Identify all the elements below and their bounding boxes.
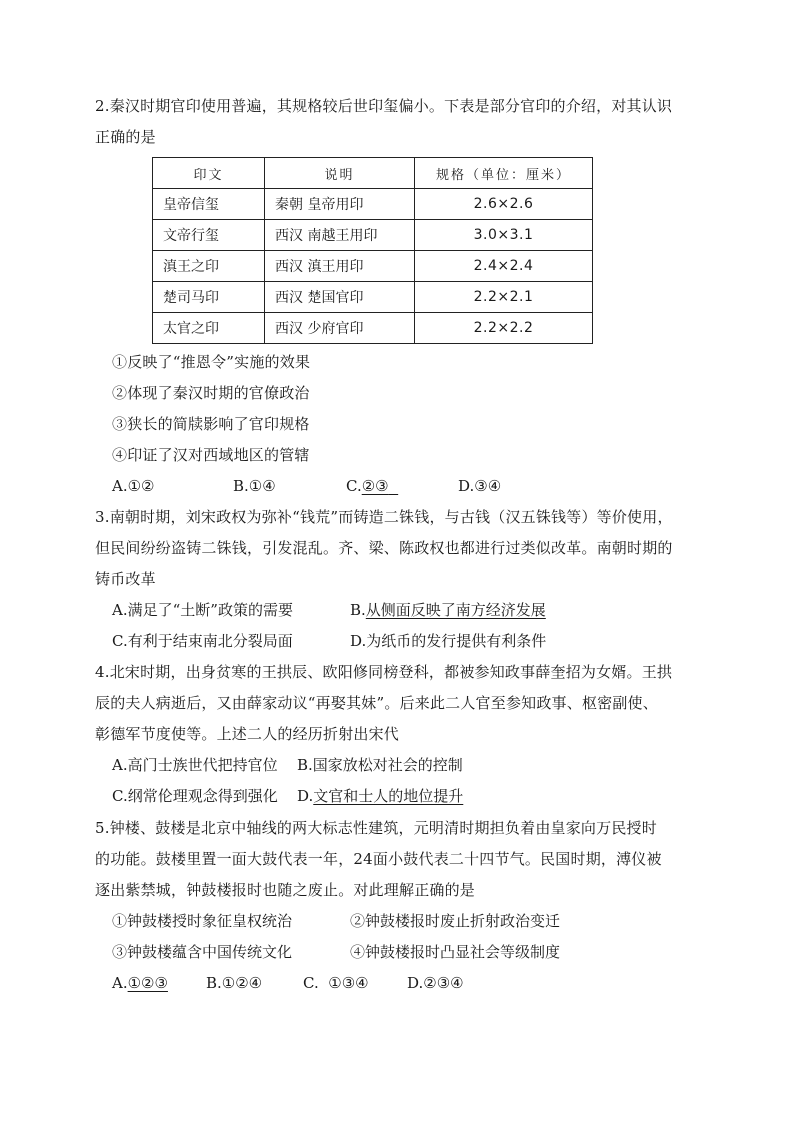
seal-inscription: 太官之印 [153, 313, 265, 344]
q5-statement-3: ③钟鼓楼蕴含中国传统文化 [112, 943, 293, 961]
table-row [153, 220, 593, 251]
q5-option-d[interactable]: D.②③④ [407, 974, 464, 992]
seal-table [152, 157, 593, 344]
q3-option-a[interactable]: A.满足了“土断”政策的需要 [112, 601, 293, 619]
q4-stem-line-3: 彰德军节度使等。上述二人的经历折射出宋代 [95, 725, 400, 743]
q2-statement-1: ①反映了“推恩令”实施的效果 [112, 353, 311, 371]
seal-description: 秦朝 皇帝用印 [265, 189, 415, 220]
seal-table-header-inscription: 印文 [153, 158, 265, 189]
option-text-answer: ①②③ [127, 974, 168, 992]
seal-table-header-size: 规格（单位：厘米） [415, 158, 593, 189]
seal-description: 西汉 南越王用印 [265, 220, 415, 251]
seal-size: 3.0×3.1 [415, 220, 593, 251]
q4-stem-line-2: 辰的夫人病逝后，又由薛家动议“再娶其妹”。后来此二人官至参知政事、枢密副使、 [95, 694, 658, 712]
q5-stem-line-1: 5.钟楼、鼓楼是北京中轴线的两大标志性建筑，元明清时期担负着由皇家向万民授时 [95, 819, 657, 837]
option-letter: A. [112, 974, 128, 992]
q4-option-d[interactable] [297, 786, 463, 806]
table-row [153, 251, 593, 282]
q2-stem-line-1: 2.秦汉时期官印使用普遍，其规格较后世印玺偏小。下表是部分官印的介绍，对其认识 [95, 97, 673, 115]
table-row [153, 313, 593, 344]
q2-stem-line-2: 正确的是 [95, 128, 156, 146]
seal-inscription: 楚司马印 [153, 282, 265, 313]
seal-inscription: 皇帝信玺 [153, 189, 265, 220]
option-text: ①④ [248, 477, 276, 495]
q5-option-c[interactable]: C. ①③④ [303, 974, 369, 992]
q3-stem-line-3: 铸币改革 [95, 570, 156, 588]
seal-size: 2.6×2.6 [415, 189, 593, 220]
q5-option-b[interactable]: B.①②④ [206, 974, 263, 992]
q5-statement-2: ②钟鼓楼报时废止折射政治变迁 [350, 912, 561, 930]
q5-stem-line-3: 逐出紫禁城，钟鼓楼报时也随之废止。对此理解正确的是 [95, 881, 476, 899]
option-letter: D. [458, 477, 475, 495]
q2-statement-2: ②体现了秦汉时期的官僚政治 [112, 384, 310, 402]
q3-stem-line-2: 但民间纷纷盗铸二铢钱，引发混乱。齐、梁、陈政权也都进行过类似改革。南朝时期的 [95, 539, 673, 557]
q5-statement-1: ①钟鼓楼授时象征皇权统治 [112, 912, 293, 930]
q5-option-a[interactable] [112, 973, 168, 993]
seal-size: 2.4×2.4 [415, 251, 593, 282]
q2-option-a[interactable] [112, 476, 155, 496]
q4-stem-line-1: 4.北宋时期，出身贫寒的王拱辰、欧阳修同榜登科，都被参知政事薛奎招为女婿。王拱 [95, 663, 673, 681]
seal-description: 西汉 少府官印 [265, 313, 415, 344]
seal-size: 2.2×2.1 [415, 282, 593, 313]
option-text-answer: ②③ [361, 477, 389, 495]
q5-statement-4: ④钟鼓楼报时凸显社会等级制度 [350, 943, 561, 961]
option-text: ③④ [474, 477, 502, 495]
option-text: ①② [127, 477, 155, 495]
q5-stem-line-2: 的功能。鼓楼里置一面大鼓代表一年，24面小鼓代表二十四节气。民国时期，溥仪被 [95, 850, 662, 868]
option-letter: A. [112, 477, 128, 495]
option-text-answer: 文官和士人的地位提升 [313, 787, 464, 805]
q3-stem-line-1: 3.南朝时期，刘宋政权为弥补“钱荒”而铸造二铢钱，与古钱（汉五铢钱等）等价使用， [95, 508, 673, 526]
option-letter: B. [233, 477, 249, 495]
q2-option-b[interactable] [233, 476, 276, 496]
q4-option-a[interactable]: A.高门士族世代把持官位 [112, 756, 278, 774]
seal-inscription: 文帝行玺 [153, 220, 265, 251]
q3-option-b[interactable] [350, 600, 546, 620]
q4-option-c[interactable]: C.纲常伦理观念得到强化 [112, 787, 278, 805]
seal-table-header-description: 说明 [265, 158, 415, 189]
q2-statement-4: ④印证了汉对西域地区的管辖 [112, 446, 310, 464]
option-letter: C. [346, 477, 362, 495]
table-row [153, 282, 593, 313]
table-row [153, 189, 593, 220]
q2-option-d[interactable] [458, 476, 501, 496]
seal-table-header-row [153, 158, 593, 189]
seal-size: 2.2×2.2 [415, 313, 593, 344]
q3-option-c[interactable]: C.有利于结束南北分裂局面 [112, 632, 293, 650]
option-letter: D. [297, 787, 314, 805]
q2-statement-3: ③狭长的简牍影响了官印规格 [112, 415, 310, 433]
option-letter: B. [350, 601, 366, 619]
q4-option-b[interactable]: B.国家放松对社会的控制 [297, 756, 463, 774]
q2-option-c[interactable] [346, 476, 398, 496]
q3-option-d[interactable]: D.为纸币的发行提供有利条件 [350, 632, 547, 650]
seal-description: 西汉 楚国官印 [265, 282, 415, 313]
seal-description: 西汉 滇王用印 [265, 251, 415, 282]
option-text-answer: 从侧面反映了南方经济发展 [365, 601, 546, 619]
seal-inscription: 滇王之印 [153, 251, 265, 282]
